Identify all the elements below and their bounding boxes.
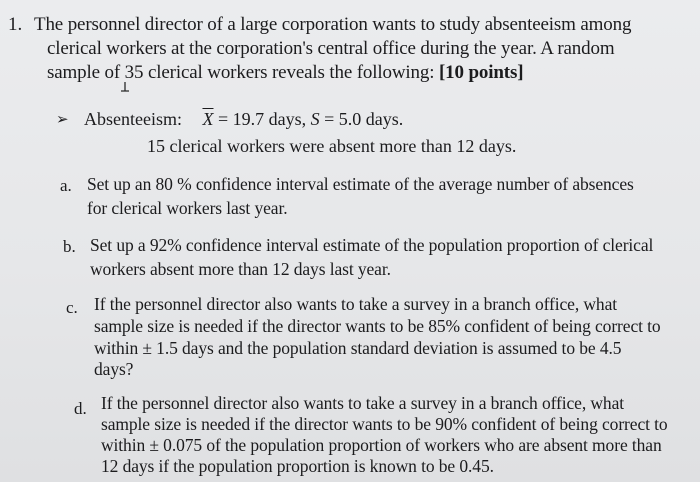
given-line-2: 15 clerical workers were absent more than 12 days. xyxy=(147,136,517,156)
xbar-value: = 19.7 days, xyxy=(213,109,311,129)
question-line-2: clerical workers at the corporation's central office during the year. A random xyxy=(47,38,615,59)
part-a-line-1: Set up an 80 % confidence interval estimate of the average number of absences xyxy=(87,174,634,194)
part-b-line-1: Set up a 92% confidence interval estimate of the population proportion of clerical xyxy=(90,235,654,255)
bullet-arrow-icon: ➢ xyxy=(56,112,69,128)
part-c-line-1: If the personnel director also wants to take a survey in a branch office, what xyxy=(94,294,618,314)
part-d-line-1: If the personnel director also wants to take a survey in a branch office, what xyxy=(101,393,625,413)
part-d-line-4: 12 days if the population proportion is known to be 0.45. xyxy=(101,456,494,476)
given-label: Absenteeism: xyxy=(84,109,182,129)
part-a-label: a. xyxy=(60,176,72,195)
part-c-line-4: days? xyxy=(94,359,134,379)
part-d-line-3: within ± 0.075 of the population proportion of workers who are absent more than xyxy=(101,435,662,455)
points-label: [10 points] xyxy=(438,62,524,83)
part-c-line-3: within ± 1.5 days and the population standard deviation is assumed to be 4.5 xyxy=(94,338,622,358)
s-symbol: S xyxy=(310,109,320,129)
s-value: = 5.0 days. xyxy=(319,109,404,129)
pen-mark-icon xyxy=(118,70,132,92)
question-number: 1. xyxy=(8,14,23,35)
sample-size-digits: 35 xyxy=(124,62,144,83)
part-b-label: b. xyxy=(63,237,76,256)
part-b-line-2: workers absent more than 12 days last year. xyxy=(90,259,391,279)
part-a-line-2: for clerical workers last year. xyxy=(87,198,288,218)
part-c-label: c. xyxy=(66,298,78,317)
xbar-symbol: $\overline{X}$ xyxy=(202,109,214,129)
question-line-3-end: clerical workers reveals the following: xyxy=(143,62,439,83)
question-line-1: The personnel director of a large corporation wants to study absenteeism among xyxy=(34,14,632,35)
part-c-line-2: sample size is needed if the director wants to be 85% confident of being correct to xyxy=(94,316,661,336)
part-d-line-2: sample size is needed if the director wants to be 90% confident of being correct to xyxy=(101,414,668,434)
given-line-1 xyxy=(84,109,403,130)
question-line-3-start: sample of xyxy=(47,62,125,83)
part-d-label: d. xyxy=(74,399,87,418)
